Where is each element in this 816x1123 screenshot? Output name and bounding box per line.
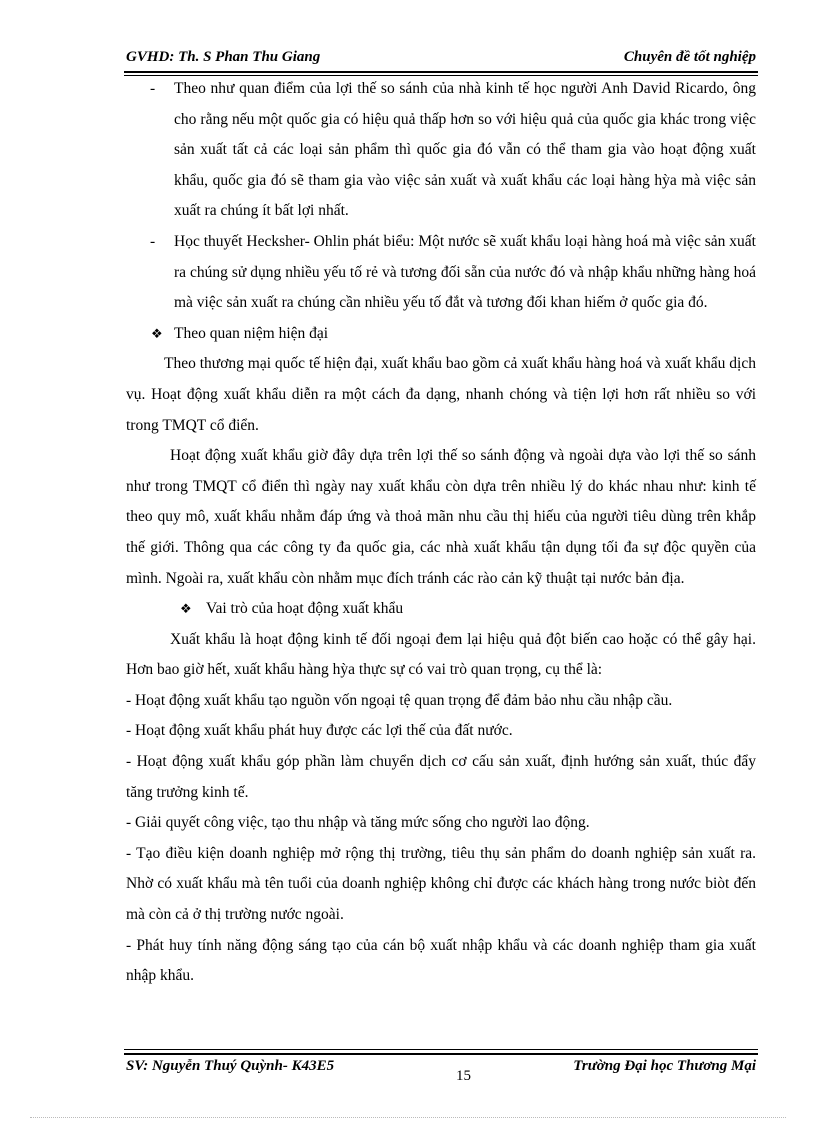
list-item: - Hoạt động xuất khẩu tạo nguồn vốn ngoại tệ quan trọng để đảm bảo nhu cầu nhập cầu. bbox=[126, 691, 673, 709]
dash-marker: - bbox=[150, 80, 156, 97]
heading-export-role bbox=[126, 594, 756, 625]
dash-marker: - bbox=[150, 232, 156, 250]
footer-rule-thin bbox=[124, 1049, 758, 1050]
footer-student: SV: Nguyễn Thuý Quỳnh- K43E5 bbox=[126, 1058, 335, 1074]
paragraph-modern-trade: Theo thương mại quốc tế hiện đại, xuất khẩu bao gồm cả xuất khẩu hàng hoá và xuất khẩu dịch vụ. Hoạt động xuất khẩu diễn ra một cách đa dạng, nhanh chóng và tiện lợi hơn rất nhiều so với trong TMQT cổ điển. bbox=[126, 355, 756, 434]
page-header bbox=[126, 49, 756, 71]
heading-export-role-text: Vai trò của hoạt động xuất khẩu bbox=[206, 600, 404, 618]
list-item: - Phát huy tính năng động sáng tạo của cán bộ xuất nhập khẩu và các doanh nghiệp tham gia xuất nhập khẩu. bbox=[126, 936, 756, 985]
heading-modern-view-text: Theo quan niệm hiện đại bbox=[174, 324, 329, 342]
heading-modern-view bbox=[126, 319, 756, 350]
page-footer bbox=[126, 1058, 756, 1080]
paragraph-dynamic-advantage: Hoạt động xuất khẩu giờ đây dựa trên lợi thế so sánh động và ngoài dựa vào lợi thế so sánh như trong TMQT cổ điển thì ngày nay xuất khẩu còn dựa trên nhiều lý do khác nhau như: kinh tế theo quy mô, xuất khẩu nhằm đáp ứng và thoả mãn nhu cầu thị hiếu của người tiêu dùng trên khắp thế giới. Thông qua các công ty đa quốc gia, các nhà xuất khẩu tận dụng tối đa sự độc quyền của mình. Ngoài ra, xuất khẩu còn nhằm mục đích tránh các rào cản kỹ thuật tại nước bản địa. bbox=[126, 447, 756, 587]
header-title: Chuyên đề tốt nghiệp bbox=[623, 49, 756, 65]
page-edge-divider bbox=[30, 1117, 786, 1118]
header-rule-thick bbox=[124, 71, 758, 73]
list-item: - Giải quyết công việc, tạo thu nhập và tăng mức sống cho người lao động. bbox=[126, 814, 590, 832]
header-instructor: GVHD: Th. S Phan Thu Giang bbox=[126, 49, 321, 65]
bullet-heckscher-ohlin-text: Học thuyết Hecksher- Ohlin phát biểu: Một nước sẽ xuất khẩu loại hàng hoá mà việc sản xuất ra chúng sử dụng nhiều yếu tố rẻ và tương đối sẵn của nước đó và nhập khẩu những hàng hoá mà việc sản xuất ra chúng cần nhiều yếu tố đắt và tương đối khan hiếm ở quốc gia đó. bbox=[174, 232, 756, 312]
diamond-bullet-icon: ❖ bbox=[180, 601, 192, 617]
footer-rule-thick bbox=[124, 1053, 758, 1055]
paragraph-export-intro: Xuất khẩu là hoạt động kinh tế đối ngoại đem lại hiệu quả đột biến cao hoặc có thể gây hại. Hơn bao giờ hết, xuất khẩu hàng hỳa thực sự có vai trò quan trọng, cụ thể là: bbox=[126, 630, 756, 679]
bullet-ricardo bbox=[126, 74, 756, 227]
list-item: - Hoạt động xuất khẩu phát huy được các lợi thế của đất nước. bbox=[126, 722, 513, 740]
list-item: - Hoạt động xuất khẩu góp phần làm chuyển dịch cơ cấu sản xuất, định hướng sản xuất, thúc đẩy tăng trưởng kinh tế. bbox=[126, 753, 756, 801]
bullet-heckscher-ohlin bbox=[126, 227, 756, 319]
list-item: - Tạo điều kiện doanh nghiệp mở rộng thị trường, tiêu thụ sản phẩm do doanh nghiệp sản xuất ra. Nhờ có xuất khẩu mà tên tuổi của doanh nghiệp không chỉ được các khách hàng trong nước biòt đến mà còn cả ở thị trường nước ngoài. bbox=[126, 844, 756, 924]
page-body bbox=[126, 74, 756, 992]
bullet-ricardo-text: Theo như quan điểm của lợi thế so sánh của nhà kinh tế học người Anh David Ricardo, ông cho rằng nếu một quốc gia có hiệu quả thấp hơn so với hiệu quả của quốc gia khác trong việc sản xuất tất cả các loại sản phẩm thì quốc gia đó vẫn có thể tham gia vào hoạt động xuất khẩu, quốc gia đó sẽ tham gia vào việc sản xuất và xuất khẩu các loại hàng hỳa mà việc sản xuất ra chúng ít bất lợi nhất. bbox=[174, 80, 756, 220]
page-number: 15 bbox=[456, 1068, 471, 1084]
footer-university: Trường Đại học Thương Mại bbox=[573, 1058, 756, 1074]
diamond-bullet-icon: ❖ bbox=[151, 325, 163, 341]
